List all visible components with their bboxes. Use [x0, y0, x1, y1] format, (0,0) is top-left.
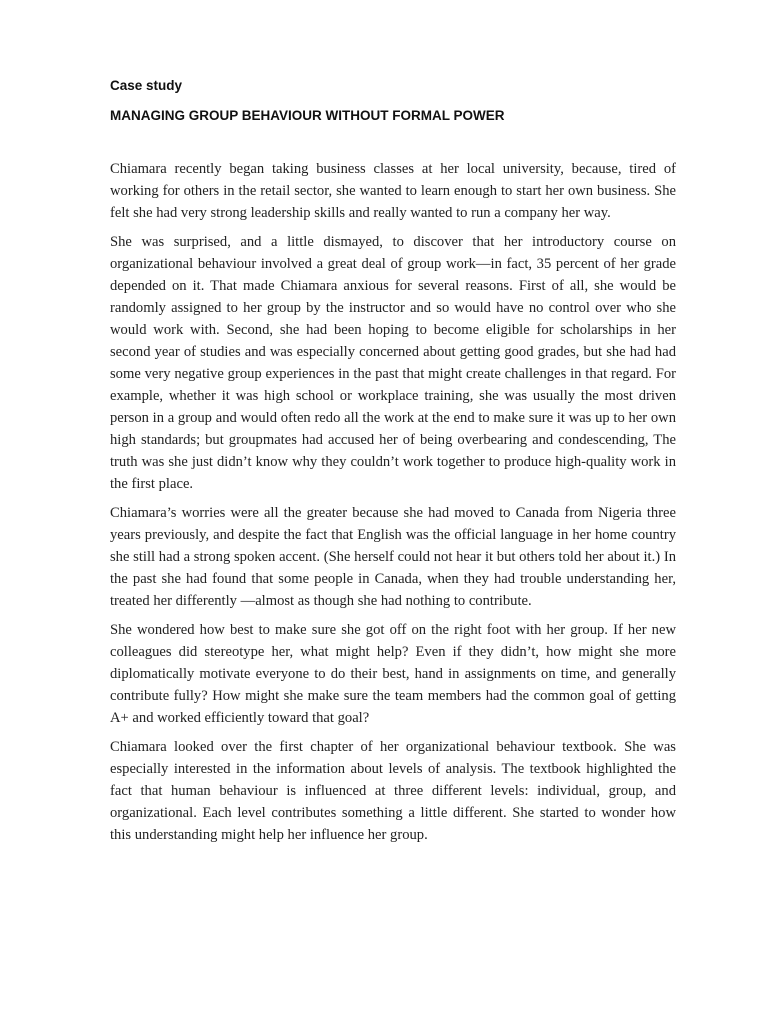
paragraph-5: Chiamara looked over the first chapter of her organizational behaviour textbook. She was especially interested in the information about levels of analysis. The textbook highlighted the fact that human behaviour is influenced at three different levels: individual, group, and organizational. Each level contributes something a little different. She started to wonder how this understanding might help her influence her group. — [110, 739, 676, 843]
document-body — [110, 158, 676, 853]
document-title: MANAGING GROUP BEHAVIOUR WITHOUT FORMAL POWER — [110, 108, 505, 123]
case-study-label: Case study — [110, 78, 183, 93]
paragraph-1: Chiamara recently began taking business classes at her local university, because, tired of working for others in the retail sector, she wanted to learn enough to start her own business. She felt she had very strong leadership skills and really wanted to run a company her way. — [110, 161, 676, 221]
paragraph-2: She was surprised, and a little dismayed, to discover that her introductory course on organizational behaviour involved a great deal of group work—in fact, 35 percent of her grade depended on it. That made Chiamara anxious for several reasons. First of all, she would be randomly assigned to her group by the instructor and so would have no control over who she would work with. Second, she had been hoping to become eligible for scholarships in her second year of studies and was especially concerned about getting good grades, but she had had some very negative group experiences in the past that might create challenges in that regard. For example, whether it was high school or workplace training, she was usually the most driven person in a group and would often redo all the work at the end to make sure it was up to her own high standards; but groupmates had accused her of being overbearing and condescending, The truth was she just didn’t know why they couldn’t work together to produce high-quality work in the first place. — [110, 234, 676, 492]
paragraph-4: She wondered how best to make sure she got off on the right foot with her group. If her new colleagues did stereotype her, what might help? Even if they didn’t, how might she more diplomatically motivate everyone to do their best, hand in assignments on time, and generally contribute fully? How might she make sure the team members had the common goal of getting A+ and worked efficiently toward that goal? — [110, 622, 676, 726]
paragraph-3: Chiamara’s worries were all the greater because she had moved to Canada from Nigeria three years previously, and despite the fact that English was the official language in her home country she still had a strong spoken accent. (She herself could not hear it but others told her about it.) In the past she had found that some people in Canada, when they had trouble understanding her, treated her differently —almost as though she had nothing to contribute. — [110, 505, 676, 609]
